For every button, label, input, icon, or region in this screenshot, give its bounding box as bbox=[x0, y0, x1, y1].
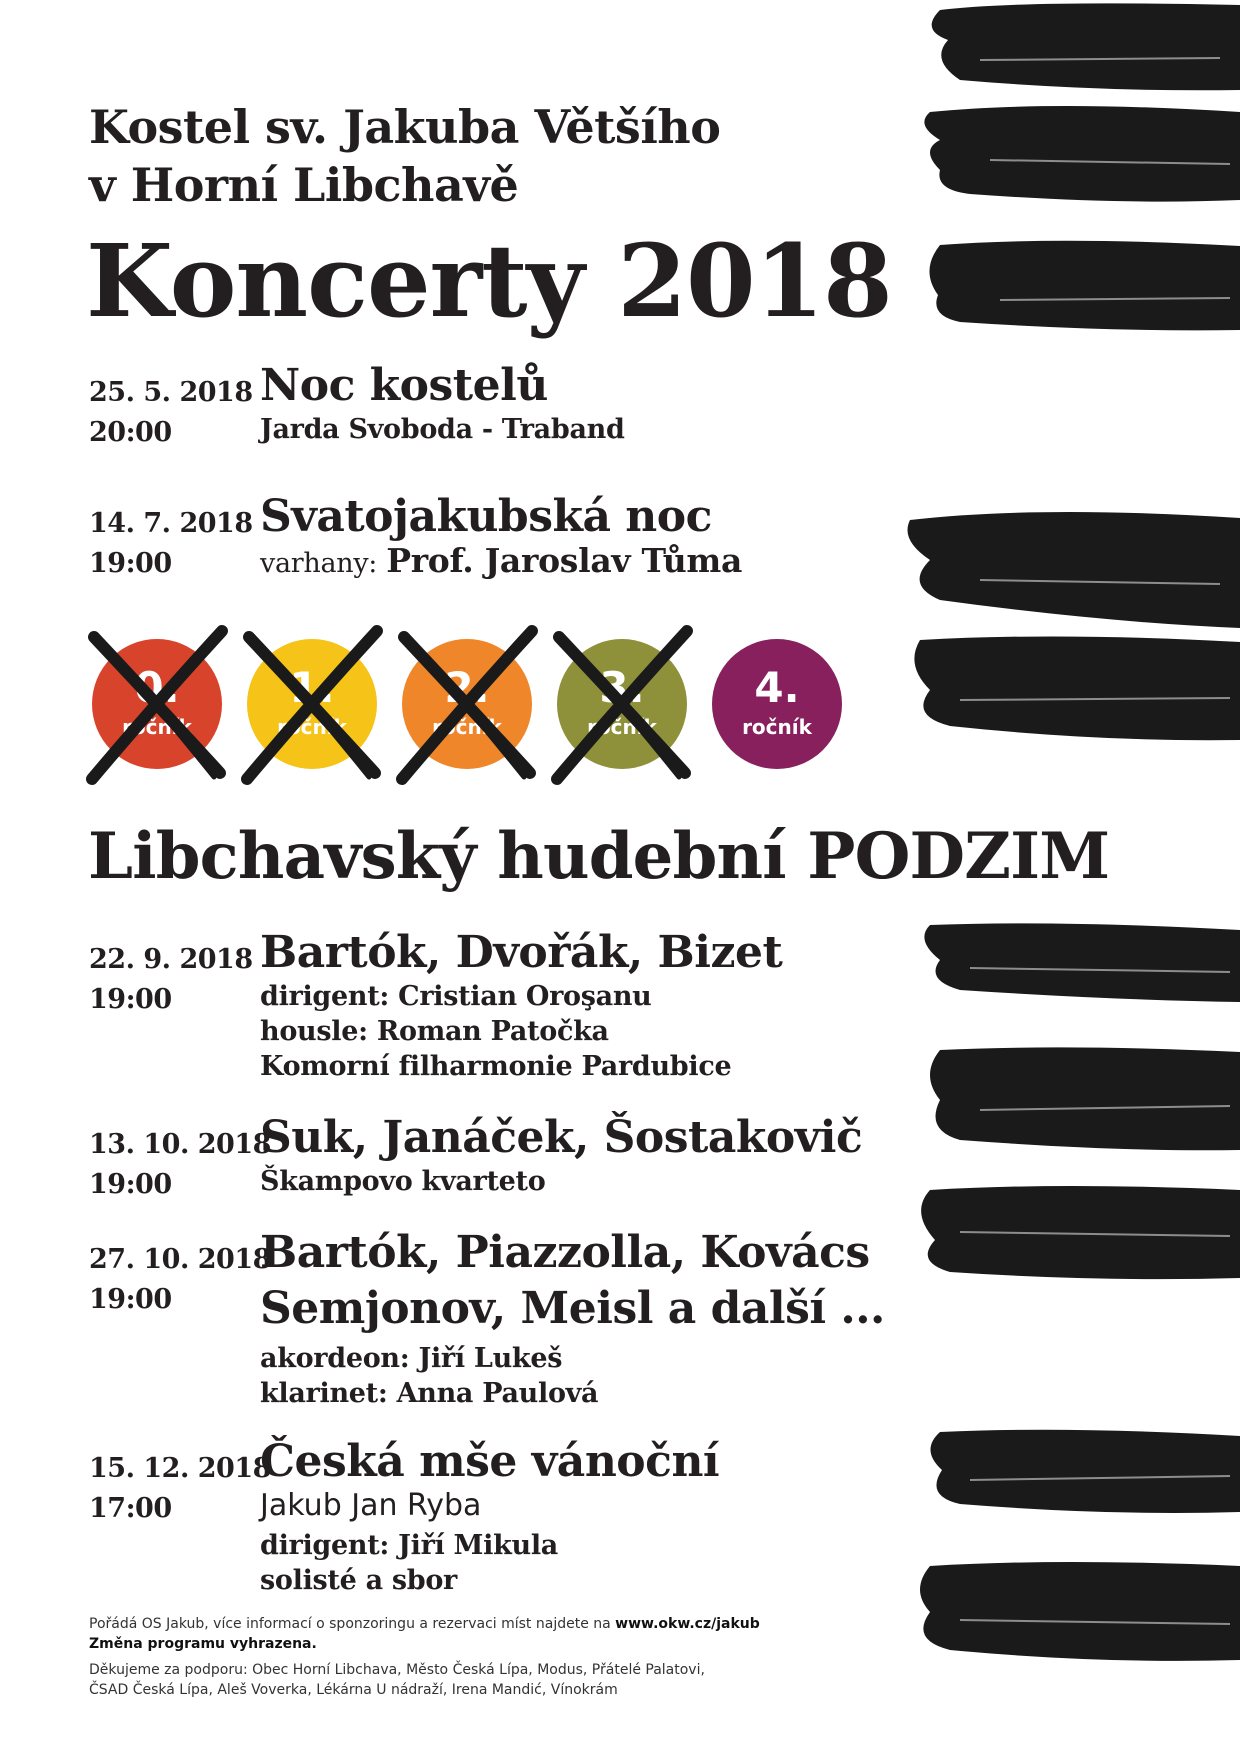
event-date bbox=[89, 373, 253, 453]
event-detail-line: akordeon: Jiří Lukeš bbox=[260, 1343, 563, 1374]
event-title: Noc kostelů bbox=[260, 360, 548, 411]
cross-out-icon bbox=[241, 623, 383, 785]
event-date-value: 15. 12. 2018 bbox=[89, 1453, 271, 1484]
event-detail-line: Škampovo kvarteto bbox=[260, 1166, 546, 1197]
event-time-value: 20:00 bbox=[89, 417, 172, 448]
event-detail-line: dirigent: Jiří Mikula bbox=[260, 1530, 558, 1561]
venue-line-2: v Horní Libchavě bbox=[89, 158, 519, 212]
year-badge-2 bbox=[402, 639, 532, 769]
event-time-value: 19:00 bbox=[89, 1169, 172, 1200]
year-badge-1 bbox=[247, 639, 377, 769]
event-date-value: 27. 10. 2018 bbox=[89, 1244, 271, 1275]
event-time-value: 19:00 bbox=[89, 548, 172, 579]
event-performer: Jarda Svoboda - Traband bbox=[260, 414, 625, 445]
event-time-value: 17:00 bbox=[89, 1493, 172, 1524]
badge-number: 3. bbox=[599, 663, 645, 712]
cross-out-icon bbox=[551, 623, 693, 785]
event-date-value: 13. 10. 2018 bbox=[89, 1129, 271, 1160]
event-info bbox=[260, 927, 782, 1084]
event-performer-name: Prof. Jaroslav Tůma bbox=[386, 541, 743, 580]
event-time-value: 19:00 bbox=[89, 984, 172, 1015]
cross-out-icon bbox=[396, 623, 538, 785]
event-date bbox=[89, 940, 253, 1020]
event-composer: Jakub Jan Ryba bbox=[260, 1488, 482, 1523]
event-time-value: 19:00 bbox=[89, 1284, 172, 1315]
footer-thanks-line-1: Děkujeme za podporu: Obec Horní Libchava, Město Česká Lípa, Modus, Přátelé Palatovi, bbox=[89, 1662, 705, 1678]
event-date-value: 22. 9. 2018 bbox=[89, 944, 253, 975]
footer-change-notice bbox=[89, 1634, 317, 1654]
event-info bbox=[260, 1436, 719, 1598]
event-info bbox=[260, 491, 742, 581]
event-title: Svatojakubská noc bbox=[260, 491, 712, 542]
footer-organizer-text: Pořádá OS Jakub, více informací o sponzoringu a rezervaci míst najdete na bbox=[89, 1616, 616, 1632]
footer-organizer bbox=[89, 1614, 760, 1634]
event-detail-line: housle: Roman Patočka bbox=[260, 1016, 609, 1047]
badge-label: ročník bbox=[432, 715, 502, 739]
footer-thanks-line-2: ČSAD Česká Lípa, Aleš Voverka, Lékárna U nádraží, Irena Mandić, Vínokrám bbox=[89, 1682, 618, 1698]
event-title-continued: Semjonov, Meisl a další ... bbox=[260, 1283, 885, 1334]
page-title: Koncerty 2018 bbox=[86, 222, 892, 340]
venue-heading bbox=[89, 98, 720, 214]
event-info bbox=[260, 1227, 885, 1411]
event-date-value: 25. 5. 2018 bbox=[89, 377, 253, 408]
event-detail-line: solisté a sbor bbox=[260, 1565, 457, 1596]
event-title: Suk, Janáček, Šostakovič bbox=[260, 1112, 863, 1163]
badge-label: ročník bbox=[742, 715, 812, 739]
event-detail-line: klarinet: Anna Paulová bbox=[260, 1378, 599, 1409]
event-date bbox=[89, 1125, 271, 1205]
year-badge-0 bbox=[92, 639, 222, 769]
cross-out-icon bbox=[86, 623, 228, 785]
badge-label: ročník bbox=[587, 715, 657, 739]
footer-website-link[interactable]: www.okw.cz/jakub bbox=[615, 1616, 760, 1632]
event-title: Bartók, Piazzolla, Kovács bbox=[260, 1227, 870, 1278]
event-detail-line: Komorní filharmonie Pardubice bbox=[260, 1051, 732, 1082]
footer-change-notice-text: Změna programu vyhrazena. bbox=[89, 1636, 317, 1652]
badge-label: ročník bbox=[277, 715, 347, 739]
event-title: Bartók, Dvořák, Bizet bbox=[260, 927, 783, 978]
event-detail-line: dirigent: Cristian Oroşanu bbox=[260, 981, 652, 1012]
event-date bbox=[89, 1240, 271, 1320]
badge-label: ročník bbox=[122, 715, 192, 739]
event-role-label: varhany: bbox=[260, 548, 378, 579]
event-title: Česká mše vánoční bbox=[260, 1436, 720, 1487]
badge-number: 1. bbox=[289, 663, 335, 712]
event-info bbox=[260, 1112, 862, 1199]
event-date bbox=[89, 1449, 271, 1529]
event-date-value: 14. 7. 2018 bbox=[89, 508, 253, 539]
event-performer bbox=[260, 543, 742, 581]
section-title: Libchavský hudební PODZIM bbox=[88, 819, 1110, 894]
badge-number: 4. bbox=[754, 663, 800, 712]
badge-number: 2. bbox=[444, 663, 490, 712]
event-date bbox=[89, 504, 253, 584]
year-badge-3 bbox=[557, 639, 687, 769]
venue-line-1: Kostel sv. Jakuba Většího bbox=[89, 100, 721, 154]
badge-number: 0. bbox=[134, 663, 180, 712]
year-badge-4 bbox=[712, 639, 842, 769]
event-info bbox=[260, 360, 625, 447]
